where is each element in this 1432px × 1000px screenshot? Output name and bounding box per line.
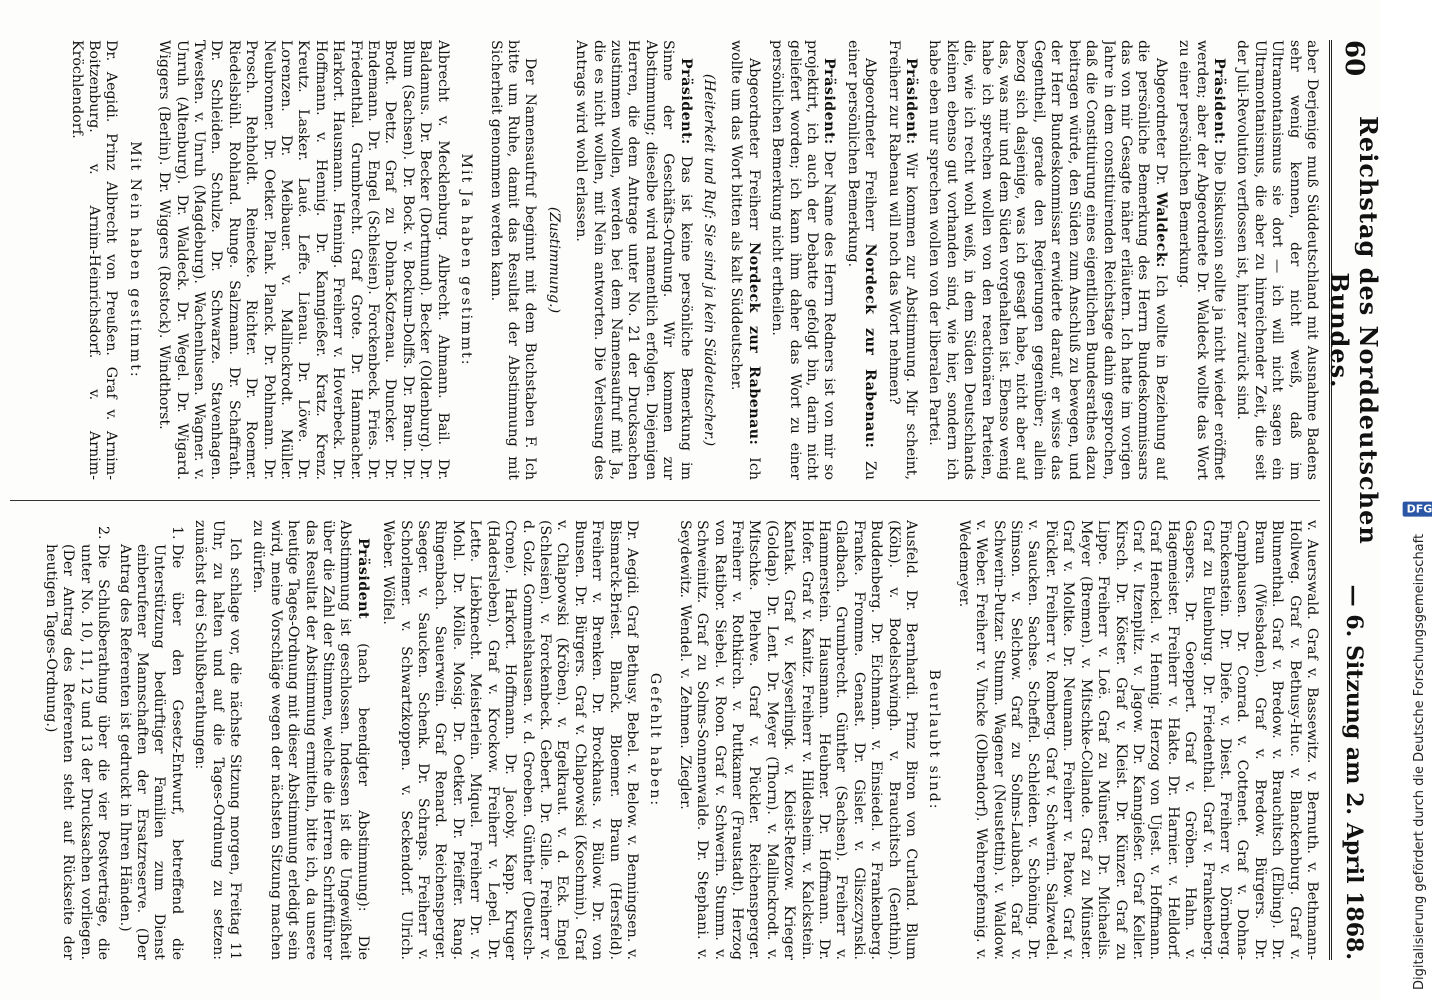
- running-title: Reichstag des Norddeutschen Bundes.: [1325, 115, 1383, 545]
- speech-text: Ich wollte in Beziehung auf die persönliche Bemerkung des Herrn Bundeskommissars das von mir Gesagte näher erläutern. Ich hatte im vorigen Jahre in dem constituirenden Reichstage dahin gesprochen, daß die Constituirung eines eigentlichen Bundesrathes dazu beitragen würde, den Süden zum Anschluß zu bewegen, und der Herr Bundeskommissar erwiderte darauf, er wisse das Gegentheil, gerade den Regierungen gegenüber; allein bezog sich dasjenige, was ich gesagt habe, nicht aber auf das, was mir und dem Süden vorgehalten ist. Ebenso wenig habe ich sprechen wollen von den reactionären Parteien, die, wie ich recht wohl weiß, in dem Süden Deutschlands kleinen ebenso gut vorhanden sind, wie hier, sondern ich habe eben nur sprechen wollen von der liberalen Partei.: [926, 40, 1169, 480]
- paragraph: [249, 520, 371, 960]
- paragraph: [768, 40, 838, 480]
- speaker-name: Nordeck zur Rabenau:: [745, 242, 762, 446]
- agenda-item: 2. Die Schlußberathung über die vier Postverträge, die unter No. 10, 11, 12 und 13 der Drucksachen vorliegen. (Der Antrag des Referenten steht auf Rückseite der heutigen Tages-Ordnung.): [42, 544, 112, 960]
- paragraph: [925, 40, 1169, 480]
- speaker-name: Präsident:: [903, 58, 920, 145]
- paragraph: aber Derjenige muß Süddeutschland mit Ausnahme Badens sehr wenig kennen, der nicht weiß, daß im Ultramontanismus sie dort — ich will nicht sagen ein Ultramontanismus, die aber zu hinreichender Zeit, die seit der Juli-Revolution verflossen ist, hinter zurück sind.: [1234, 40, 1320, 480]
- speaker-name: Präsident:: [821, 58, 838, 145]
- speaker-intro: Abgeordneter Freiherr: [862, 58, 879, 231]
- speaker-intro: Abgeordneter Dr.: [1152, 58, 1169, 186]
- speaker-name: Nordeck zur Rabenau:: [862, 243, 879, 449]
- speaker-name: Präsident:: [677, 58, 694, 145]
- paragraph: [1175, 40, 1227, 480]
- paragraph: [727, 40, 762, 480]
- no-votes-list-continued: v. Auerswald. Graf v. Bassewitz. v. Bernuth. v. Bethmann-Hollweg. Graf v. Bethusy-Huc. v. Blanckenburg. Graf v. Blumenthal. Graf v. Bredow. v. Brauchitsch (Elbing). Dr. Braun (Wiesbaden). Graf v. Bredow. Bürgers. Dr. Camphausen. Dr. Conrad. v. Cottenet. Graf v. Dohna-Finckenstein. Dr. Diefe. v. Diest. Freiherr v. Dörnberg. Graf zu Eulenburg. Dr. Friedenthal. Graf v. Frankenberg. Gaspers. Dr. Goeppert. Graf v. Gröben. Hahn. v. Hagemeister. Freiherr v. Hakte. Dr. Harnier. v. Helldorf. Graf Henckel. v. Hennig. Herzog von Ujest. v. Hoffmann. Graf v. Itzenplitz. v. Jagow. Dr. Kanngießer. Graf Keller. Kirsch. Dr. Köster. Graf v. Kleist. Dr. Künzer. Graf zu Lippe. Freiherr v. Loë. Graf zu Münster. Dr. Michaelis. Meyer (Bremen). v. Mitschke-Collande. Graf zu Münster. Graf v. Moltke. Dr. Neumann. Freiherr v. Patow. Graf v. Pückler. Freiherr v. Romberg. Graf v. Schwerin. Salzwedel. v. Saucken. Sachse. Scheffel. Schleiden. v. Schöning. Dr. Simson. v. Selchow. Graf zu Solms-Laubach. Graf v. Schwerin-Putzar. Stumm. Wagener (Neustettin). v. Waldow. v. Weber. Freiherr v. Vincke (Olbendorf). Wehrenpfennig. v. Wedemeyer.: [955, 520, 1320, 960]
- speech-text: Die Diskussion sollte ja nicht wieder eröffnet werden; aber der Abgeordnete Dr. Waldeck wollte das Wort zu einer persönlichen Bemerkung.: [1176, 40, 1227, 480]
- session-date: — 6. Sitzung am 2. April 1868.: [1341, 584, 1367, 960]
- missing-list: Dr. Aegidi. Graf Bethusy. Bebel. v. Below. v. Benningsen. v. Bismarck-Briest. Blanck. Bloemer. Braun (Hersfeld). Freiherr v. Brenken. Dr. Brockhaus. v. Bülow. Dr. von Bunsen. Dr. Bürgers. Graf v. Chlapowski (Koschmin). Graf v. Chlapowski (Kröben). v. Egelkraut. v. d. Eck. Engel (Schlesien). v. Forckenbeck. Gebert. Dr. Gille. Freiherr v. d. Golz. Gommelshausen. v. d. Groeben. Günther (Deutsch-Crone). Harkort. Hoffmann. Dr. Jacoby. Kapp. Kruger (Hadersleben). Graf v. Krockow. Freiherr v. Lepel. Dr. Lette. Liebknecht. Meisterlein. Miquel. Freiherr Dr. v. Mohl. Dr. Mölle. Mosig. Dr. Oetker. Dr. Pfeiffer. Rang. Ringenbach. Sauerwein. Graf Renard. Reichensperger. Saeger. v. Saucken. Schenk. Dr. Schraps. Freiherr v. Schorlemer. v. Schwartzkoppen. v. Seckendorf. Ulrich. Weber. Wölfel.: [380, 520, 640, 960]
- speech-text: Zu einer persönlichen Bemerkung.: [844, 40, 879, 480]
- speech-text: Wir kommen zur Abstimmung. Mir scheint, Freiherr zur Rabenau will noch das Wort nehmen?: [885, 40, 920, 480]
- interjection: (Zustimmung.): [545, 206, 562, 314]
- paragraph: Ich schlage vor, die nächste Sitzung morgen, Freitag 11 Uhr, zu halten und auf die Tages-Ordnung zu setzen: zunächst drei Schlußberathungen:: [192, 520, 244, 960]
- speaker-name: Waldeck:: [1152, 192, 1169, 268]
- speaker-name: Präsident:: [1210, 58, 1227, 145]
- absent-list: Ausfeld. Dr. Bernhardi. Prinz Biron von Curland. Blum (Köln). v. Bodelschwingh. v. Brauchitsch (Genthin). Buddenberg. Dr. Eichmann. v. Einsiedel. v. Frankenberg. Franke. Fromme. Genast. Dr. Gisler. v. Gliszczynski. Gladbach. Grumbrecht. Günther (Sachsen). Freiherr v. Hammerstein. Hausmann. Heubner. Dr. Hoffmann. Dr. Hofer. Graf v. Kanitz. Freiherr v. Hildesheim. v. Kalckstein. Kantak. Graf v. Keyserlingk. v. Kleist-Retzow. Krieger (Goldap). Dr. Lent. Dr. Meyer (Thorn). v. Mallinckrodt. v. Mitschke. Plehwe. Graf v. Pückler. Reichensperger. Freiherr v. Rothkirch. v. Puttkamer (Fraustadt). Herzog von Ratibor. Siebel. v. Roon. Graf v. Schwerin. Stumm. v. Schweinitz. Graf zu Solms-Sonnenwalde. Dr. Stephani. v. Seydewitz. Wendel. v. Zehmen. Ziegler.: [676, 520, 920, 960]
- page-header: [1325, 40, 1383, 960]
- agenda-item: 1. Die über den Gesetz-Entwurf, betreffend die Unterstützung bedürftiger Familien zum Dienst einberufener Mannschaften der Ersatzreserve. (Der Antrag des Referenten ist gedruckt in Ihren Händen.): [115, 544, 185, 960]
- no-votes-heading: Mit Nein haben gestimmt:: [126, 141, 143, 379]
- absent-heading: Beurlaubt sind:: [926, 669, 943, 811]
- paragraph: [843, 40, 878, 480]
- yes-votes-list: Albrecht v. Mecklenburg. Albrecht. Ahmann. Bail. Dr. Baldamus. Dr. Becker (Dortmund). Becker (Oldenburg). Dr. Blum (Sachsen). Dr. Bock. v. Bockum-Dolffs. Dr. Braun. Dr. Brodt. Dettz. Graf zu Dohna-Kotzenau. Duncker. Dr. Endemann. Dr. Engel (Schlesien). Forckenbeck. Fries. Dr. Friedenthal. Grumbrecht. Graf Grote. Dr. Hammacher. Harkort. Hausmann. Henning. Freiherr v. Hoverbeck. Dr. Hoffmann. v. Hennig. Dr. Kanngießer. Kratz. Krenz. Kreutz. Lasker. Laué. Leffe. Lienau. Dr. Löwe. Dr. Lorenzen. Dr. Meibauer. v. Mallinckrodt. Müller. Neubronner. Dr. Oetker. Plank. Planck. Dr. Pohlmann. Dr. Prosch. Rehholdt. Reinecke. Richter. Dr. Roemer. Riedelsbühl. Rohland. Runge. Salzmann. Dr. Schaffrath. Dr. Schleiden. Schulze. Dr. Schwarze. Stavenhagen. Twesten. v. Unruh (Magdeburg). Wachenhusen. Wagner. v. Unruh (Altenburg). Dr. Waldeck. Dr. Wegel. Dr. Wigard. Wiggers (Berlin). Dr. Wiggers (Rostock). Windthorst.: [156, 40, 451, 480]
- left-column: [10, 40, 1320, 480]
- speech-text: Der Name des Herrn Redners ist von mir so projektirt, ich auch der Debatte gefolgt bin, darin nicht geliefert worden; ich kann ihm daher das Wort zu einer persönlichen Bemerkung nicht ertheilen.: [769, 40, 838, 480]
- missing-heading: Gefehlt haben:: [647, 672, 664, 808]
- interjection: (Heiterkeit und Ruf: Sie sind ja kein Süddeutscher.): [701, 73, 717, 447]
- right-column: [10, 520, 1320, 960]
- digitization-credit: Digitalisierung gefördert durch die Deutsche Forschungsgemeinschaft: [1412, 533, 1427, 990]
- agenda-list: [42, 544, 185, 960]
- speech-text: Ich wollte um das Wort bitten als kalt Süddeutscher.: [728, 40, 762, 480]
- speech-text: (nach beendigter Abstimmung): Die Abstimmung ist geschlossen. Indessen ist die Ungewißheit über die Zahl der Stimmen, welche die Herren Schriftführer das Resultat der Abstimmung ermitteln, bitte ich, da unsere heutige Tages-Ordnung mit dieser Abstimmung erledigt sein wird, meine Vorschläge wegen der nächsten Sitzung machen zu dürfen.: [250, 520, 371, 960]
- yes-votes-heading: Mit Ja haben gestimmt:: [458, 153, 475, 367]
- paragraph: [884, 40, 919, 480]
- speaker-intro: Abgeordneter Freiherr: [745, 58, 762, 231]
- paragraph: [572, 40, 694, 480]
- paragraph: Der Namensaufruf beginnt mit dem Buchstaben F. Ich bitte um Ruhe, damit das Resultat der Abstimmung mit Sicherheit genommen werden kann.: [487, 40, 539, 480]
- column-divider: [10, 500, 1320, 501]
- speaker-name: Präsident: [354, 538, 371, 620]
- no-votes-list: Dr. Aegidi. Prinz Albrecht von Preußen. Graf v. Arnim-Boitzenburg. v. Arnim-Heinrichsdorf. v. Arnim-Kröchlendorf.: [68, 40, 120, 480]
- page-number: 60: [1339, 40, 1369, 77]
- speech-text: Das ist keine persönliche Bemerkung im Sinne der Geschäfts-Ordnung. Wir kommen zur Abstimmung; dieselbe wird namentlich erfolgen. Diejenigen Herren, die dem Antrage unter No. 21 der Drucksachen zustimmen wollen, werden bei dem Namensaufruf mit Ja, die es nicht wollen, mit Nein antworten. Die Verlesung des Antrags wird wohl erlassen.: [573, 40, 694, 480]
- digitization-credit-line: [1406, 492, 1432, 990]
- dfg-logo: DFG: [1403, 502, 1432, 517]
